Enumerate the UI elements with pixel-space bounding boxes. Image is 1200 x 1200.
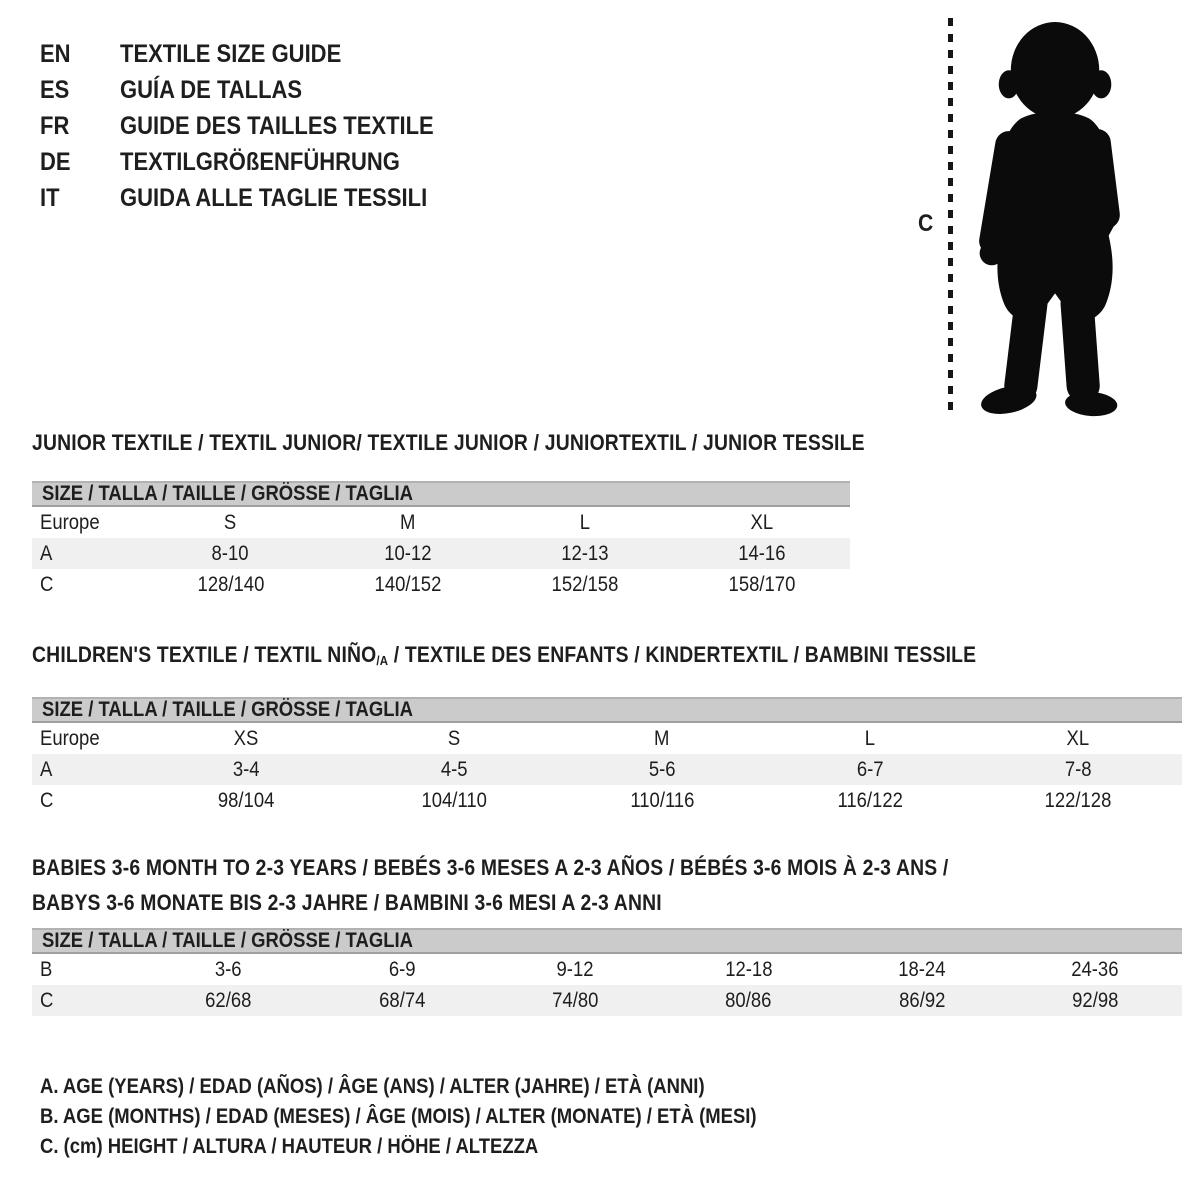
row-label: C — [40, 572, 54, 596]
toddler-silhouette-icon — [962, 14, 1140, 420]
table-cell: 6-7 — [856, 757, 884, 781]
footnote-b: B. AGE (MONTHS) / EDAD (MESES) / ÂGE (MOIS) / ALTER (MONATE) / ETÀ (MESI) — [40, 1105, 757, 1128]
babies-section — [32, 850, 1182, 1016]
table-cell: 86/92 — [898, 988, 946, 1012]
table-cell: M — [654, 726, 670, 750]
table-cell: 4-5 — [440, 757, 468, 781]
table-cell: 24-36 — [1071, 957, 1119, 981]
row-label: B — [40, 957, 53, 981]
row-label: Europe — [40, 726, 100, 750]
junior-size-table — [32, 481, 850, 600]
table-row-a — [32, 538, 850, 569]
babies-size-table — [32, 928, 1182, 1016]
table-cell: 140/152 — [374, 572, 441, 596]
table-cell: 3-4 — [232, 757, 260, 781]
table-cell: 80/86 — [725, 988, 772, 1012]
table-row-b — [32, 954, 1182, 985]
table-cell: 18-24 — [898, 957, 946, 981]
lang-row-es — [40, 72, 477, 108]
table-cell: XL — [750, 510, 773, 534]
table-cell: 8-10 — [212, 541, 249, 565]
size-table-header: SIZE / TALLA / TAILLE / GRÖSSE / TAGLIA — [32, 928, 1182, 954]
size-table-header: SIZE / TALLA / TAILLE / GRÖSSE / TAGLIA — [32, 481, 850, 507]
childrens-textile-section — [32, 642, 1182, 816]
table-cell: XS — [233, 726, 259, 750]
row-label: C — [40, 788, 54, 812]
lang-title: GUÍA DE TALLAS — [120, 75, 303, 104]
table-cell: 98/104 — [217, 788, 275, 812]
row-label: A — [40, 757, 53, 781]
language-title-block — [40, 36, 477, 216]
childrens-size-table — [32, 697, 1182, 816]
table-cell: XL — [1066, 726, 1090, 750]
lang-code: ES — [40, 75, 70, 104]
table-cell: 7-8 — [1064, 757, 1092, 781]
table-row-a — [32, 754, 1182, 785]
lang-title: TEXTILE SIZE GUIDE — [120, 39, 342, 68]
table-cell: L — [864, 726, 876, 750]
table-cell: 68/74 — [378, 988, 426, 1012]
table-cell: 110/116 — [629, 788, 695, 812]
lang-row-de — [40, 144, 477, 180]
table-row-c — [32, 569, 850, 600]
lang-row-en — [40, 36, 477, 72]
footnote-c: C. (cm) HEIGHT / ALTURA / HAUTEUR / HÖHE / ALTEZZA — [40, 1135, 539, 1158]
table-cell: 122/128 — [1044, 788, 1112, 812]
table-cell: 104/110 — [421, 788, 487, 812]
height-measure-dashed-line — [948, 18, 953, 418]
table-cell: 158/170 — [728, 572, 795, 596]
lang-code: FR — [40, 111, 70, 140]
table-cell: 12-18 — [725, 957, 773, 981]
babies-section-title: BABIES 3-6 MONTH TO 2-3 YEARS / BEBÉS 3-6 MESES A 2-3 AÑOS / BÉBÉS 3-6 MOIS À 2-3 ANS / BABYS 3-6 MONATE BIS 2-3 JAHRE / BAMBINI 3-6 MESI A 2-3 ANNI — [32, 855, 949, 915]
table-cell: 10-12 — [383, 541, 432, 565]
lang-title: TEXTILGRÖßENFÜHRUNG — [120, 147, 400, 176]
childrens-section-title: CHILDREN'S TEXTILE / TEXTIL $NIÑO_{/A}$ / TEXTILE DES ENFANTS / KINDERTEXTIL / BAMBINI TESSILE — [32, 642, 977, 668]
size-table-header: SIZE / TALLA / TAILLE / GRÖSSE / TAGLIA — [32, 697, 1182, 723]
table-cell: 5-6 — [648, 757, 676, 781]
junior-textile-section — [32, 430, 865, 600]
table-cell: M — [399, 510, 416, 534]
table-row-c — [32, 785, 1182, 816]
table-cell: 14-16 — [737, 541, 786, 565]
lang-row-fr — [40, 108, 477, 144]
lang-row-it — [40, 180, 477, 216]
table-cell: 12-13 — [560, 541, 609, 565]
table-cell: L — [579, 510, 590, 534]
junior-section-title: JUNIOR TEXTILE / TEXTIL JUNIOR/ TEXTILE JUNIOR / JUNIORTEXTIL / JUNIOR TESSILE — [32, 430, 865, 455]
measure-label-c: C — [918, 210, 934, 237]
footnotes-block — [40, 1072, 854, 1162]
table-cell: 74/80 — [552, 988, 599, 1012]
table-cell: 6-9 — [388, 957, 416, 981]
table-cell: 3-6 — [215, 957, 243, 981]
lang-title: GUIDE DES TAILLES TEXTILE — [120, 111, 434, 140]
table-cell: 116/122 — [837, 788, 903, 812]
table-cell: 152/158 — [551, 572, 618, 596]
row-label: A — [40, 541, 53, 565]
table-cell: S — [447, 726, 461, 750]
height-measurement-figure — [900, 0, 1200, 440]
lang-code: EN — [40, 39, 71, 68]
nino-a-subscript: /A — [376, 653, 389, 668]
table-row-europe — [32, 723, 1182, 754]
table-cell: 9-12 — [556, 957, 594, 981]
table-row-c — [32, 985, 1182, 1016]
lang-code: IT — [40, 183, 60, 212]
row-label: C — [40, 988, 54, 1012]
footnote-a: A. AGE (YEARS) / EDAD (AÑOS) / ÂGE (ANS) / ALTER (JAHRE) / ETÀ (ANNI) — [40, 1075, 705, 1098]
table-cell: 92/98 — [1072, 988, 1119, 1012]
row-label: Europe — [40, 510, 100, 534]
lang-code: DE — [40, 147, 71, 176]
table-row-europe — [32, 507, 850, 538]
table-cell: 62/68 — [205, 988, 252, 1012]
table-cell: 128/140 — [197, 572, 264, 596]
table-cell: S — [224, 510, 237, 534]
lang-title: GUIDA ALLE TAGLIE TESSILI — [120, 183, 428, 212]
